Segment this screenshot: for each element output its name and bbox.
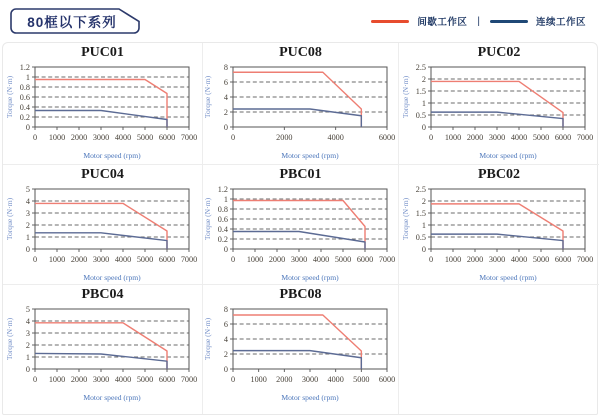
svg-text:7000: 7000 — [180, 133, 197, 142]
svg-text:5000: 5000 — [136, 133, 153, 142]
svg-text:Torque (N·m): Torque (N·m) — [4, 75, 14, 119]
svg-text:0.6: 0.6 — [19, 92, 30, 102]
svg-text:4: 4 — [25, 196, 30, 206]
svg-text:2000: 2000 — [466, 133, 484, 142]
svg-text:4000: 4000 — [114, 375, 131, 384]
svg-text:0: 0 — [32, 375, 37, 384]
svg-text:5000: 5000 — [334, 255, 351, 264]
svg-text:6: 6 — [223, 319, 228, 329]
svg-text:0.2: 0.2 — [19, 112, 30, 122]
svg-text:4000: 4000 — [326, 133, 344, 142]
svg-text:Motor speed (rpm): Motor speed (rpm) — [82, 273, 141, 282]
chart-cell-pbc08 — [203, 285, 399, 414]
chart-title-pbc08: PBC08 — [279, 287, 322, 302]
svg-text:7000: 7000 — [180, 375, 197, 384]
chart-puc08 — [203, 61, 399, 161]
svg-text:1: 1 — [421, 220, 426, 230]
svg-text:4: 4 — [25, 316, 30, 326]
svg-text:4000: 4000 — [326, 375, 344, 384]
svg-text:Torque (N·m): Torque (N·m) — [203, 75, 212, 119]
chart-pbc01 — [203, 183, 399, 283]
svg-text:0: 0 — [230, 255, 235, 264]
svg-text:4: 4 — [223, 92, 228, 102]
svg-text:Motor speed (rpm): Motor speed (rpm) — [479, 273, 537, 282]
svg-text:1000: 1000 — [48, 375, 65, 384]
empty-cell — [399, 285, 599, 414]
svg-text:1: 1 — [223, 194, 228, 204]
svg-text:2000: 2000 — [268, 255, 285, 264]
chart-title-puc02: PUC02 — [477, 45, 521, 60]
svg-text:3000: 3000 — [301, 375, 318, 384]
svg-text:6: 6 — [223, 77, 228, 87]
svg-text:6000: 6000 — [158, 133, 175, 142]
svg-text:4000: 4000 — [114, 133, 131, 142]
svg-text:2000: 2000 — [70, 375, 87, 384]
svg-text:3000: 3000 — [290, 255, 307, 264]
legend-label-intermittent: 间歇工作区 — [417, 17, 468, 28]
svg-text:4000: 4000 — [510, 255, 528, 264]
svg-text:0: 0 — [421, 122, 426, 132]
header — [0, 0, 600, 42]
svg-text:Torque (N·m): Torque (N·m) — [401, 75, 410, 119]
svg-text:4000: 4000 — [510, 133, 528, 142]
svg-text:2: 2 — [421, 74, 426, 84]
legend-line-intermittent-icon — [371, 20, 409, 23]
svg-text:0.8: 0.8 — [19, 82, 30, 92]
svg-text:1.2: 1.2 — [19, 62, 30, 72]
svg-text:2: 2 — [223, 107, 228, 117]
svg-text:0: 0 — [428, 133, 434, 142]
svg-text:0.5: 0.5 — [415, 232, 426, 242]
svg-text:0: 0 — [25, 364, 30, 374]
svg-text:2: 2 — [223, 349, 228, 359]
svg-text:0: 0 — [25, 244, 30, 254]
svg-text:1: 1 — [25, 352, 30, 362]
chart-title-pbc01: PBC01 — [279, 167, 322, 182]
svg-text:5000: 5000 — [532, 255, 550, 264]
svg-text:5: 5 — [25, 304, 30, 314]
svg-text:8: 8 — [223, 304, 228, 314]
svg-text:2: 2 — [25, 220, 30, 230]
svg-text:2: 2 — [25, 340, 30, 350]
chart-pbc08 — [203, 303, 399, 403]
svg-text:0.8: 0.8 — [217, 204, 228, 214]
svg-text:Torque (N·m): Torque (N·m) — [203, 317, 212, 361]
svg-text:Motor speed (rpm): Motor speed (rpm) — [82, 151, 141, 160]
svg-text:6000: 6000 — [356, 255, 373, 264]
svg-text:1000: 1000 — [444, 133, 462, 142]
svg-text:1000: 1000 — [444, 255, 462, 264]
svg-text:2.5: 2.5 — [415, 184, 426, 194]
svg-text:3: 3 — [25, 208, 30, 218]
svg-text:2000: 2000 — [70, 133, 87, 142]
legend-label-continuous: 连续工作区 — [535, 17, 586, 28]
svg-text:3000: 3000 — [92, 375, 109, 384]
chart-cell-puc04 — [3, 165, 203, 285]
chart-title-puc01: PUC01 — [81, 45, 124, 60]
svg-text:0.2: 0.2 — [217, 234, 228, 244]
chart-cell-puc02 — [399, 43, 599, 165]
svg-text:6000: 6000 — [378, 375, 395, 384]
chart-pbc04 — [5, 303, 201, 403]
svg-text:7000: 7000 — [180, 255, 197, 264]
svg-text:2: 2 — [421, 196, 426, 206]
svg-text:Torque (N·m): Torque (N·m) — [4, 197, 14, 241]
chart-title-puc04: PUC04 — [81, 167, 124, 182]
chart-cell-puc08 — [203, 43, 399, 165]
svg-text:1000: 1000 — [249, 375, 267, 384]
svg-text:Motor speed (rpm): Motor speed (rpm) — [280, 273, 339, 282]
chart-cell-pbc04 — [3, 285, 203, 414]
svg-text:1000: 1000 — [246, 255, 263, 264]
svg-text:0.6: 0.6 — [217, 214, 228, 224]
svg-text:2000: 2000 — [466, 255, 484, 264]
svg-text:0: 0 — [230, 133, 235, 142]
svg-text:6000: 6000 — [554, 133, 572, 142]
svg-text:0.5: 0.5 — [415, 110, 426, 120]
chart-puc04 — [5, 183, 201, 283]
svg-text:Motor speed (rpm): Motor speed (rpm) — [479, 151, 537, 160]
svg-text:0: 0 — [223, 364, 228, 374]
chart-cell-puc01 — [3, 43, 203, 165]
svg-text:2.5: 2.5 — [415, 62, 426, 72]
svg-text:1.5: 1.5 — [415, 208, 426, 218]
chart-puc02 — [401, 61, 597, 161]
svg-text:3: 3 — [25, 328, 30, 338]
svg-text:6000: 6000 — [378, 133, 395, 142]
svg-text:0.4: 0.4 — [19, 102, 30, 112]
svg-text:5: 5 — [25, 184, 30, 194]
chart-title-pbc04: PBC04 — [81, 287, 124, 302]
svg-text:0: 0 — [223, 122, 228, 132]
svg-text:Motor speed (rpm): Motor speed (rpm) — [280, 151, 339, 160]
chart-pbc02 — [401, 183, 597, 283]
chart-grid — [2, 42, 598, 415]
svg-text:Motor speed (rpm): Motor speed (rpm) — [280, 393, 339, 402]
svg-text:5000: 5000 — [136, 375, 153, 384]
svg-text:6000: 6000 — [158, 255, 175, 264]
series-title-badge — [10, 8, 140, 34]
chart-title-pbc02: PBC02 — [478, 167, 520, 182]
chart-puc01 — [5, 61, 201, 161]
svg-text:6000: 6000 — [158, 375, 175, 384]
legend-line-continuous-icon — [490, 20, 528, 23]
svg-text:0: 0 — [32, 133, 37, 142]
legend — [371, 14, 586, 28]
chart-title-puc08: PUC08 — [279, 45, 322, 60]
svg-text:0: 0 — [25, 122, 30, 132]
svg-text:8: 8 — [223, 62, 228, 72]
svg-text:3000: 3000 — [92, 133, 109, 142]
svg-text:4000: 4000 — [114, 255, 131, 264]
svg-text:Torque (N·m): Torque (N·m) — [4, 317, 14, 361]
svg-text:Torque (N·m): Torque (N·m) — [203, 197, 212, 241]
svg-text:1: 1 — [25, 72, 30, 82]
chart-cell-pbc02 — [399, 165, 599, 285]
svg-text:2000: 2000 — [275, 375, 293, 384]
svg-text:1.2: 1.2 — [217, 184, 228, 194]
svg-text:7000: 7000 — [576, 255, 594, 264]
svg-text:1000: 1000 — [48, 255, 65, 264]
svg-text:0.4: 0.4 — [217, 224, 228, 234]
svg-text:1.5: 1.5 — [415, 86, 426, 96]
svg-text:0: 0 — [421, 244, 426, 254]
svg-text:0: 0 — [32, 255, 37, 264]
svg-text:6000: 6000 — [554, 255, 572, 264]
svg-text:5000: 5000 — [532, 133, 550, 142]
svg-text:4000: 4000 — [312, 255, 329, 264]
chart-cell-pbc01 — [203, 165, 399, 285]
svg-text:3000: 3000 — [488, 133, 506, 142]
svg-text:0: 0 — [223, 244, 228, 254]
svg-text:7000: 7000 — [576, 133, 594, 142]
svg-text:0: 0 — [428, 255, 434, 264]
legend-separator: | — [477, 15, 480, 27]
svg-text:2000: 2000 — [70, 255, 87, 264]
svg-text:7000: 7000 — [378, 255, 395, 264]
svg-text:1: 1 — [25, 232, 30, 242]
svg-text:3000: 3000 — [92, 255, 109, 264]
svg-text:5000: 5000 — [136, 255, 153, 264]
svg-text:0: 0 — [230, 375, 235, 384]
svg-text:5000: 5000 — [352, 375, 370, 384]
svg-text:1: 1 — [421, 98, 426, 108]
svg-text:Torque (N·m): Torque (N·m) — [401, 197, 410, 241]
svg-text:4: 4 — [223, 334, 228, 344]
svg-text:1000: 1000 — [48, 133, 65, 142]
page-title: 80框以下系列 — [27, 15, 117, 30]
svg-text:2000: 2000 — [275, 133, 293, 142]
svg-text:3000: 3000 — [488, 255, 506, 264]
svg-text:Motor speed (rpm): Motor speed (rpm) — [82, 393, 141, 402]
